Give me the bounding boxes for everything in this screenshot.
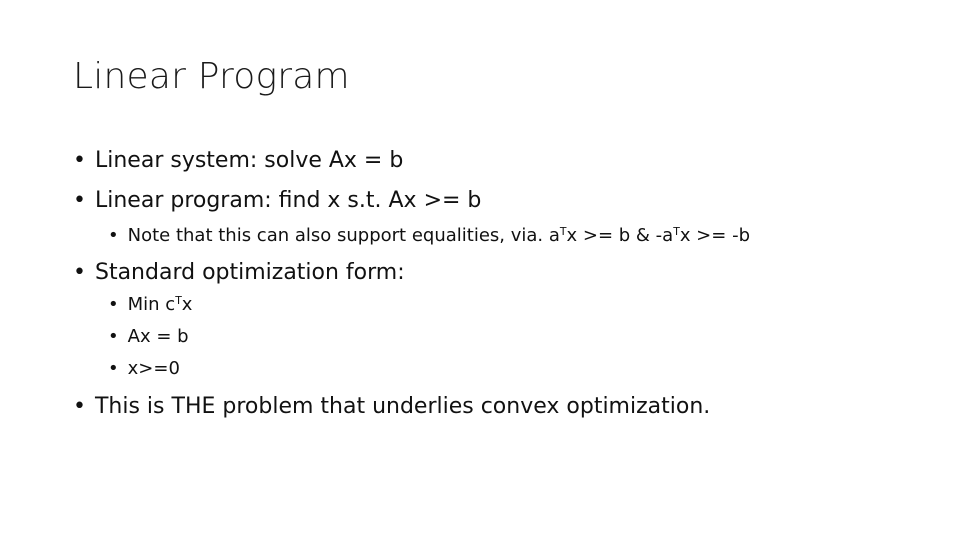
bullet-text-part: x	[181, 294, 193, 315]
bullet-text: This is THE problem that underlies convex optimization.	[94, 394, 711, 419]
bullet-text: x>=0	[127, 358, 180, 379]
bullet-item-convex-optimization	[73, 394, 710, 419]
sub-bullet-item-nonnegativity	[108, 358, 180, 379]
bullet-text: Linear program: find x s.t. Ax >= b	[94, 188, 482, 213]
bullet-dot: •	[73, 260, 86, 285]
superscript-transpose: T	[673, 225, 680, 239]
superscript-transpose: T	[559, 225, 567, 239]
bullet-text-part: Min c	[127, 294, 176, 315]
slide-title: Linear Program	[73, 56, 350, 97]
bullet-dot: •	[108, 225, 119, 246]
bullet-dot: •	[73, 188, 86, 213]
bullet-item-linear-system	[73, 148, 403, 173]
sub-bullet-item-objective	[108, 294, 192, 315]
bullet-text: Ax = b	[127, 326, 189, 347]
bullet-text: Linear system: solve Ax = b	[94, 148, 404, 173]
bullet-dot: •	[108, 358, 119, 379]
bullet-text: Standard optimization form:	[94, 260, 405, 285]
bullet-item-standard-form	[73, 260, 405, 285]
sub-bullet-item-constraint	[108, 326, 189, 347]
bullet-dot: •	[73, 394, 86, 419]
superscript-transpose: T	[175, 294, 182, 308]
bullet-text-part: Note that this can also support equalities, via. a	[127, 225, 560, 246]
bullet-text-part: x >= b & -a	[566, 225, 674, 246]
bullet-dot: •	[73, 148, 86, 173]
sub-bullet-item-equalities-note	[108, 225, 750, 246]
bullet-text-part: x >= -b	[679, 225, 750, 246]
bullet-item-linear-program	[73, 188, 481, 213]
bullet-dot: •	[108, 326, 119, 347]
bullet-dot: •	[108, 294, 119, 315]
